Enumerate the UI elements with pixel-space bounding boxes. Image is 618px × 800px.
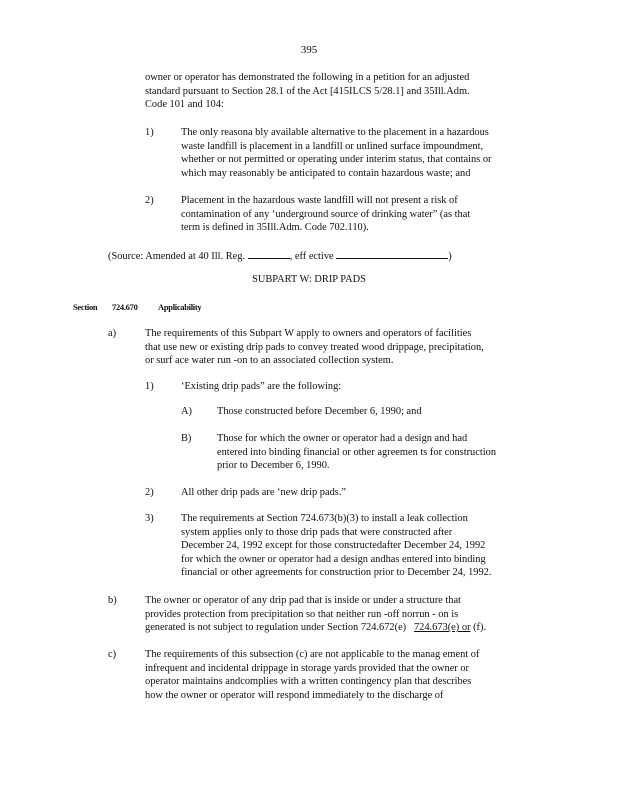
text-span: generated is not subject to regulation under Section 724.672(e) (145, 622, 407, 634)
blank-field (248, 248, 290, 259)
text-line: that use new or existing drip pads to convey treated wood drippage, precipitation, (145, 341, 484, 353)
text-line: prior to December 6, 1990. (217, 460, 330, 472)
text-line: Those for which the owner or operator had a design and had (217, 433, 468, 444)
paragraph-a-text (145, 327, 529, 368)
text-line: which may reasonably be anticipated to contain hazardous waste; and (181, 167, 471, 179)
page-number: 395 (300, 44, 318, 56)
item-number: 1) (145, 127, 154, 138)
source-suffix: ) (448, 251, 452, 262)
text-line: provides protection from precipitation so that neither run -off norrun - on is (145, 608, 459, 620)
a3-text (181, 512, 539, 580)
text-line: The requirements at Section 724.673(b)(3) to install a leak collection (181, 513, 468, 524)
text-line: how the owner or operator will respond immediately to the discharge of (145, 689, 444, 701)
text-line: The only reasona bly available alternative to the placement in a hazardous (181, 127, 489, 138)
section-number: 724.670 (112, 302, 138, 312)
source-prefix: (Source: Amended at 40 Ill. Reg. (108, 251, 246, 262)
a1-text: ‘Existing drip pads” are the following: (181, 381, 342, 392)
text-line: The requirements of this Subpart W apply to owners and operators of facilities (145, 328, 472, 339)
item-letter: B) (181, 433, 192, 444)
text-line (145, 621, 527, 635)
item-number: 3) (145, 513, 154, 524)
a1B-text (217, 432, 529, 473)
text-line: contamination of any ‘underground source of drinking water” (as that (181, 208, 471, 220)
item-1-text (181, 126, 541, 180)
text-line: The requirements of this subsection (c) are not applicable to the manag ement of (145, 649, 480, 660)
text-line: waste landfill is placement in a landfill or unlined surface impoundment, (181, 140, 484, 152)
paragraph-c-text (145, 648, 527, 702)
text-span: (f). (470, 622, 487, 634)
source-middle: , eff ective (289, 251, 334, 262)
intro-paragraph (145, 71, 517, 112)
section-title: Applicability (158, 302, 202, 312)
text-line: financial or other agreements for construction prior to December 24, 1992. (181, 567, 492, 579)
text-line: for which the owner or operator had a design andhas entered into binding (181, 553, 486, 565)
item-number: 2) (145, 487, 154, 498)
text-line: infrequent and incidental drippage in storage yards provided that the owner or (145, 662, 470, 674)
paragraph-b-text (145, 594, 527, 635)
underlined-amendment: 724.673(e) or (413, 622, 471, 634)
text-line: operator maintains andcomplies with a written contingency plan that describes (145, 676, 472, 688)
text-line: entered into binding financial or other agreemen ts for construction (217, 446, 497, 458)
source-note (108, 248, 528, 264)
paragraph-letter: b) (108, 595, 117, 606)
item-letter: A) (181, 406, 192, 417)
section-label: Section (73, 302, 98, 312)
a1A-text: Those constructed before December 6, 1990; and (217, 406, 422, 417)
text-line: system applies only to those drip pads that were constructed after (181, 526, 453, 538)
text-line: whether or not permitted or operating under interim status, that contains or (181, 154, 492, 166)
blank-field (336, 248, 448, 259)
text-line: term is defined in 35Ill.Adm. Code 702.110). (181, 222, 369, 234)
text-line: Code 101 and 104: (145, 99, 224, 111)
text-line: December 24, 1992 except for those constructedafter December 24, 1992 (181, 540, 486, 552)
text-line: standard pursuant to Section 28.1 of the Act [415ILCS 5/28.1] and 35Ill.Adm. (145, 85, 470, 97)
item-2-text (181, 194, 521, 235)
text-line: The owner or operator of any drip pad that is inside or under a structure that (145, 595, 461, 606)
item-number: 1) (145, 381, 154, 392)
a2-text: All other drip pads are ‘new drip pads.” (181, 487, 347, 498)
paragraph-letter: a) (108, 328, 117, 339)
item-number: 2) (145, 195, 154, 206)
paragraph-letter: c) (108, 649, 117, 660)
text-line: Placement in the hazardous waste landfill will not present a risk of (181, 195, 458, 206)
text-line: or surf ace water run -on to an associated collection system. (145, 355, 394, 367)
text-line: owner or operator has demonstrated the following in a petition for an adjusted (145, 72, 470, 83)
subpart-heading: SUBPART W: DRIP PADS (252, 274, 366, 285)
